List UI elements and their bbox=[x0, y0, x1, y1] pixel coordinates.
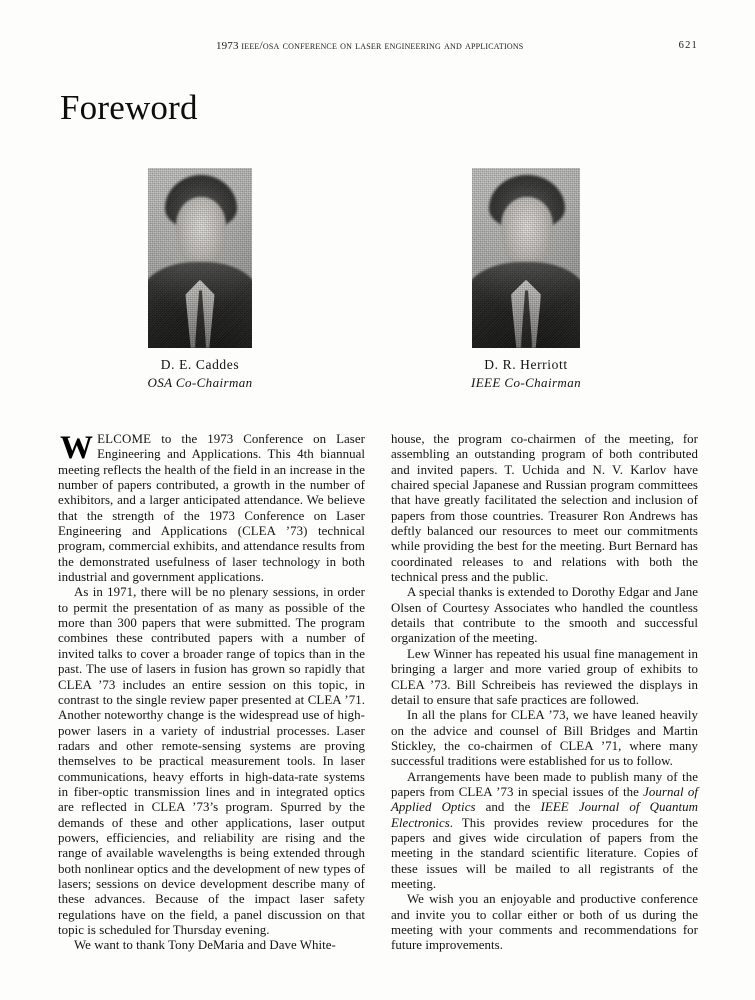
paragraph-advice: In all the plans for CLEA ’73, we have leaned heavily on the advice and counsel of Bill Bridges and Martin Stickley, the co-chairmen of CLEA ’71, where many successful traditions were established for us to follow. bbox=[391, 708, 698, 769]
paragraph-closing: We wish you an enjoyable and productive conference and invite you to collar either or both of us during the meeting with your comments and recommendations for future improvements. bbox=[391, 892, 698, 953]
portrait-caption-caddes bbox=[110, 357, 290, 391]
publication-text-a: Arrangements have been made to publish many of the papers from CLEA ’73 in special issues of the bbox=[391, 769, 698, 799]
publication-text-c: . This provides review procedures for the papers and gives wide circulation of papers from the meeting in the standard scientific literature. Copies of these issues will be mailed to all registrants of the meeting. bbox=[391, 815, 698, 891]
portrait-block-herriott bbox=[472, 168, 616, 391]
left-column bbox=[58, 432, 365, 954]
portrait-role: IEEE Co-Chairman bbox=[470, 375, 582, 390]
publication-text-b: and the bbox=[475, 800, 541, 815]
page-number: 621 bbox=[678, 40, 698, 51]
photo-halftone-grain-fine bbox=[472, 168, 580, 348]
paragraph-committee: house, the program co-chairmen of the meeting, for assembling an outstanding program of both contributed and invited papers. T. Uchida and N. V. Karlov have chaired special Japanese and Russian program committees that have greatly facilitated the selection and inclusion of papers from those countries. Treasurer Ron Andrews has deftly balanced our resources to meet our commitments while providing the best for the meeting. Burt Bernard has coordinated releases to and relations with both the technical press and the public. bbox=[391, 432, 698, 585]
paragraph-welcome-text: to the 1973 Conference on Laser Engineering and Applications. This 4th biannual meeting reflects the health of the field in an increase in the number of papers contributed, a growth in the number of exhibitors, and a larger anticipated attendance. We believe that the strength of the 1973 Conference on Laser Engineering and Applications (CLEA ’73) technical program, commercial exhibits, and attendance results from the demonstrated usefulness of laser technology in both industrial and government applications. bbox=[58, 432, 365, 585]
portrait-block-caddes bbox=[148, 168, 290, 391]
paragraph-publication bbox=[391, 770, 698, 893]
paragraph-special-thanks: A special thanks is extended to Dorothy Edgar and Jane Olsen of Courtesy Associates who handled the countless details that contribute to the smooth and successful organization of the meeting. bbox=[391, 585, 698, 646]
paragraph-exhibits: Lew Winner has repeated his usual fine management in bringing a larger and more varied group of exhibits to CLEA ’73. Bill Schreibeis has reviewed the displays in detail to ensure that safe practices are followed. bbox=[391, 646, 698, 707]
drop-cap: W bbox=[60, 430, 94, 466]
page-title: Foreword bbox=[60, 88, 198, 128]
portrait-caption-herriott bbox=[436, 357, 616, 391]
welcome-smallcaps: ELCOME bbox=[97, 432, 152, 446]
portrait-role: OSA Co-Chairman bbox=[147, 375, 253, 390]
portrait-name: D. R. Herriott bbox=[484, 357, 568, 372]
photo-halftone-grain-fine bbox=[148, 168, 252, 348]
running-head bbox=[58, 40, 698, 56]
journal-applied-optics: Journal of Applied Optics bbox=[391, 784, 698, 815]
running-head-title bbox=[216, 40, 523, 52]
paragraph-thanks-start: We want to thank Tony DeMaria and Dave White- bbox=[74, 938, 336, 953]
right-column bbox=[391, 432, 698, 954]
portrait-photo-caddes bbox=[148, 168, 252, 348]
running-head-conference: ieee/osa conference on laser engineering and applications bbox=[241, 40, 524, 52]
running-head-year: 1973 bbox=[216, 40, 239, 52]
portrait-photo-herriott bbox=[472, 168, 580, 348]
journal-quantum-electronics: IEEE Journal of Quantum Electronics bbox=[391, 800, 698, 830]
body-text bbox=[58, 432, 699, 954]
paragraph-sessions: As in 1971, there will be no plenary sessions, in order to permit the presentation of as many as possible of the more than 300 papers that were submitted. The program combines these contributed papers with a number of invited talks to cover a broader range of topics than in the past. The use of lasers in fusion has grown so rapidly that CLEA ’73 includes an entire session on this topic, in contrast to the single review paper presented at CLEA ’71. Another noteworthy change is the widespread use of high-power lasers in a variety of industrial processes. Laser radars and other remote-sensing systems are proving themselves to be practical measurement tools. In laser communications, heavy efforts in high-data-rate systems in fiber-optic transmission lines and in integrated optics are reflected in CLEA ’73’s program. Spurred by the demands of these and other applications, laser output powers, efficiencies, and reliability are rising and the range of available wavelengths is being extended through both nonlinear optics and the development of new types of lasers; sessions on device development describe many of these advances. Because of the impact laser safety regulations have on the field, a panel discussion on that topic is scheduled for Thursday evening. bbox=[58, 585, 365, 937]
portrait-name: D. E. Caddes bbox=[160, 357, 240, 372]
paragraph-welcome bbox=[58, 432, 365, 585]
